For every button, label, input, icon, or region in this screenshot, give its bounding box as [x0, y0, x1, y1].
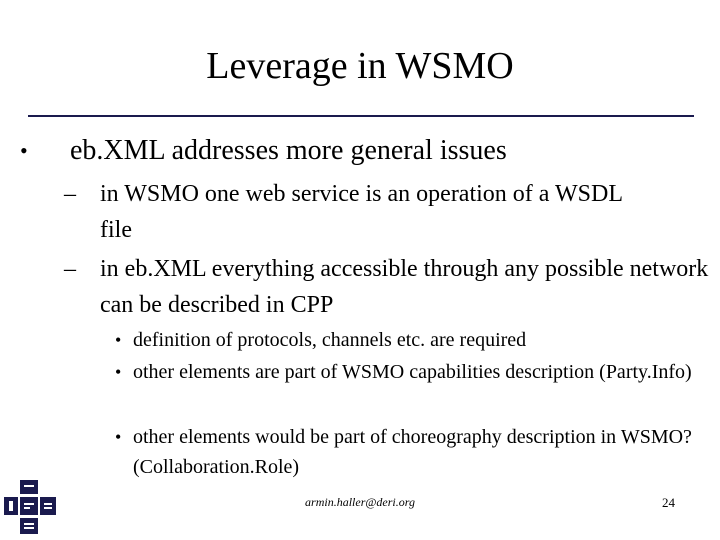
- sub-bullet-text: in WSMO one web service is an operation of a WSDL file: [100, 181, 623, 243]
- footer-email: armin.haller@deri.org: [305, 495, 415, 509]
- dash-marker: –: [64, 256, 76, 282]
- subsub-bullet-text: other elements would be part of choreography description in WSMO? (Collaboration.Role): [133, 426, 692, 478]
- sub-bullet-text: in eb.XML everything accessible through any possible network can be described in CPP: [100, 256, 709, 318]
- page-number: 24: [662, 495, 675, 510]
- bullet-marker: •: [115, 362, 122, 382]
- bullet-text: eb.XML addresses more general issues: [70, 135, 507, 166]
- subsub-bullet-text: definition of protocols, channels etc. are required: [133, 329, 527, 351]
- bullet-marker: •: [115, 330, 122, 350]
- slide-title: Leverage in WSMO: [206, 45, 514, 87]
- bullet-marker: •: [115, 427, 122, 447]
- title-divider: [28, 115, 694, 117]
- subsub-bullet-text: other elements are part of WSMO capabilities description (Party.Info): [133, 361, 692, 383]
- bullet-marker: •: [20, 138, 28, 163]
- dash-marker: –: [64, 181, 76, 207]
